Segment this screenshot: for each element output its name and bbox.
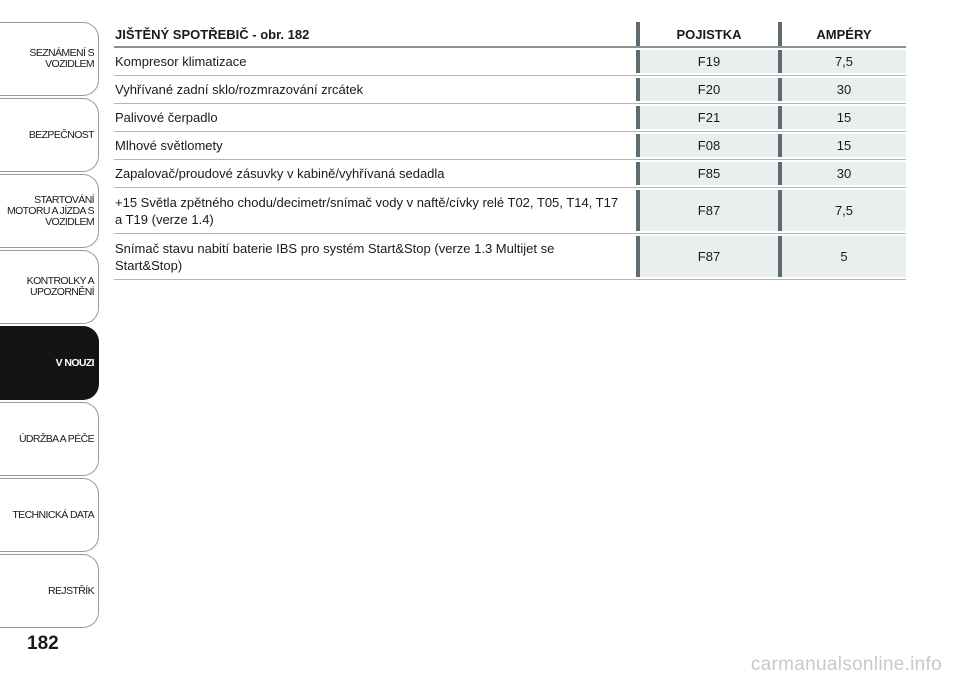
- device-cell: Vyhřívané zadní sklo/rozmrazování zrcátek: [115, 82, 364, 97]
- fuse-cell: F87: [636, 190, 778, 231]
- device-cell: Kompresor klimatizace: [115, 54, 247, 69]
- tab-kontrolky-a-upozorneni[interactable]: KONTROLKY A UPOZORNĚNÍ: [0, 250, 99, 324]
- table-row: [114, 76, 906, 104]
- tab-technicka-data[interactable]: TECHNICKÁ DATA: [0, 478, 99, 552]
- device-cell: Zapalovač/proudové zásuvky v kabině/vyhřívaná sedadla: [115, 166, 445, 181]
- fuse-cell: F87: [636, 236, 778, 277]
- tab-rejstrik[interactable]: REJSTŘÍK: [0, 554, 99, 628]
- device-cell: Mlhové světlomety: [115, 138, 223, 153]
- device-cell: Snímač stavu nabití baterie IBS pro systém Start&Stop (verze 1.3 Multijet se Start&Stop): [115, 240, 555, 273]
- watermark-text: carmanualsonline.info: [750, 654, 942, 675]
- table-row: [114, 132, 906, 160]
- amps-cell: 7,5: [778, 50, 906, 73]
- page-number: 182: [27, 633, 59, 654]
- table-row: [114, 48, 906, 76]
- table-row: [114, 104, 906, 132]
- column-header-amps: AMPÉRY: [778, 22, 906, 46]
- tab-startovani-motoru[interactable]: STARTOVÁNÍ MOTORU A JÍZDA S VOZIDLEM: [0, 174, 99, 248]
- device-header-title: JIŠTĚNÝ SPOTŘEBIČ: [115, 26, 249, 42]
- column-header-device: [114, 22, 624, 46]
- table-row: [114, 234, 906, 280]
- table-row: [114, 188, 906, 234]
- fuse-cell: F21: [636, 106, 778, 129]
- fuse-cell: F19: [636, 50, 778, 73]
- tab-bezpecnost[interactable]: BEZPEČNOST: [0, 98, 99, 172]
- amps-cell: 5: [778, 236, 906, 277]
- amps-cell: 30: [778, 78, 906, 101]
- fuse-cell: F20: [636, 78, 778, 101]
- fuse-cell: F08: [636, 134, 778, 157]
- amps-cell: 30: [778, 162, 906, 185]
- tab-seznameni-s-vozidlem[interactable]: SEZNÁMENÍ S VOZIDLEM: [0, 22, 99, 96]
- amps-cell: 15: [778, 106, 906, 129]
- device-cell: Palivové čerpadlo: [115, 110, 218, 125]
- table-header-row: [114, 22, 906, 48]
- fuse-cell: F85: [636, 162, 778, 185]
- amps-cell: 15: [778, 134, 906, 157]
- fuse-table: [114, 22, 906, 280]
- device-header-figure-ref: - obr. 182: [248, 26, 310, 42]
- table-row: [114, 160, 906, 188]
- device-cell: +15 Světla zpětného chodu/decimetr/snímač vody v naftě/cívky relé T02, T05, T14, T17 a T19 (verze 1.4): [115, 194, 619, 227]
- column-header-fuse: POJISTKA: [636, 22, 778, 46]
- tab-v-nouzi[interactable]: V NOUZI: [0, 326, 99, 400]
- amps-cell: 7,5: [778, 190, 906, 231]
- tab-udrzba-a-pece[interactable]: ÚDRŽBA A PÉČE: [0, 402, 99, 476]
